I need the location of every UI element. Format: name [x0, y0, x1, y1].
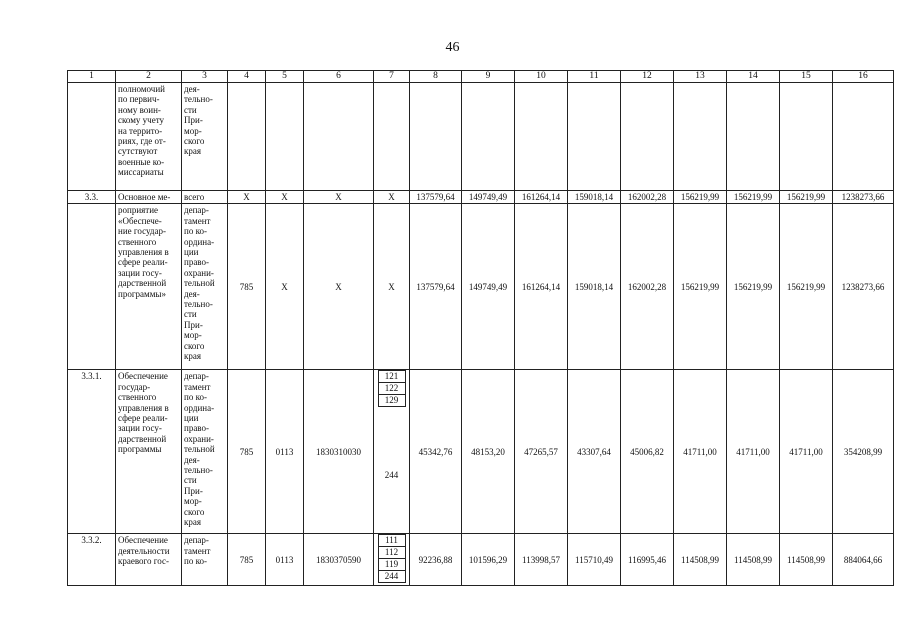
expense-type-code: 111: [378, 534, 406, 547]
text-line: ции: [184, 247, 199, 258]
amount-cell: 884064,66: [833, 534, 894, 586]
column-number: 15: [780, 71, 833, 83]
executor-cell: [182, 534, 228, 586]
amount-cell: 354208,99: [833, 370, 894, 534]
amount-cell: 43307,64: [568, 370, 621, 534]
text-line: При-: [184, 485, 203, 496]
amount-cell: 101596,29: [462, 534, 515, 586]
rzpr-cell: X: [266, 204, 304, 370]
text-line: ордина-: [184, 402, 215, 413]
expense-type-cell: X: [374, 191, 410, 204]
text-line: При-: [184, 319, 203, 330]
amount-cell: 137579,64: [410, 191, 462, 204]
text-line: «Обеспече-: [118, 215, 162, 226]
text-line: тамент: [184, 381, 211, 392]
amount-cell: 113998,57: [515, 534, 568, 586]
text-line: сти: [184, 309, 197, 320]
text-line: скому учету: [118, 115, 165, 126]
text-line: программы»: [118, 288, 166, 299]
text-line: государ-: [118, 381, 151, 392]
amount-cell: [515, 83, 568, 191]
grbs-cell: 785: [228, 204, 266, 370]
amount-cell: 41711,00: [727, 370, 780, 534]
expense-type-code: 244: [378, 571, 406, 583]
row-number-cell: 3.3.2.: [68, 534, 116, 586]
text-line: ского: [184, 506, 205, 517]
text-line: дарственной: [118, 433, 167, 444]
row-number-cell: 3.3.: [68, 191, 116, 204]
text-line: по ко-: [184, 226, 207, 237]
text-line: ского: [184, 340, 205, 351]
text-line: мор-: [184, 496, 202, 507]
column-number: 7: [374, 71, 410, 83]
budget-table: [67, 70, 894, 586]
amount-cell: [727, 83, 780, 191]
table-row: [68, 83, 894, 191]
table-row: [68, 204, 894, 370]
text-line: сутствуют: [118, 146, 158, 157]
activity-name-cell: [116, 370, 182, 534]
amount-cell: 156219,99: [727, 191, 780, 204]
amount-cell: 48153,20: [462, 370, 515, 534]
amount-cell: 47265,57: [515, 370, 568, 534]
executor-cell: [182, 370, 228, 534]
text-line: ции: [184, 413, 199, 424]
column-number: 1: [68, 71, 116, 83]
amount-cell: 114508,99: [674, 534, 727, 586]
amount-cell: [568, 83, 621, 191]
amount-cell: 45342,76: [410, 370, 462, 534]
text-line: по ко-: [184, 392, 207, 403]
activity-name-cell: [116, 191, 182, 204]
expense-type-code: 244: [384, 470, 399, 481]
amount-cell: 1238273,66: [833, 204, 894, 370]
text-line: риях, где от-: [118, 136, 166, 147]
amount-cell: [621, 83, 674, 191]
expense-type-code: 112: [378, 547, 406, 559]
text-line: право-: [184, 257, 209, 268]
text-line: охрани-: [184, 433, 214, 444]
text-line: дарственной: [118, 278, 167, 289]
text-line: тамент: [184, 545, 211, 556]
text-line: тельно-: [184, 299, 213, 310]
text-line: ственного: [118, 392, 157, 403]
amount-cell: 137579,64: [410, 204, 462, 370]
amount-cell: 156219,99: [674, 191, 727, 204]
executor-cell: [182, 191, 228, 204]
text-line: по ко-: [184, 556, 207, 567]
grbs-cell: 785: [228, 534, 266, 586]
text-line: тельно-: [184, 94, 213, 105]
column-number: 3: [182, 71, 228, 83]
expense-type-code: 121: [378, 370, 406, 383]
column-number: 11: [568, 71, 621, 83]
amount-cell: [462, 83, 515, 191]
amount-cell: 161264,14: [515, 191, 568, 204]
text-line: программы: [118, 444, 162, 455]
expense-type-code: 119: [378, 559, 406, 571]
table-row: [68, 191, 894, 204]
rzpr-cell: [266, 83, 304, 191]
csr-cell: 1830310030: [304, 370, 374, 534]
amount-cell: [410, 83, 462, 191]
text-line: депар-: [184, 205, 209, 216]
row-number-cell: [68, 204, 116, 370]
text-line: зации госу-: [118, 423, 162, 434]
text-line: мор-: [184, 125, 202, 136]
text-line: дея-: [184, 288, 200, 299]
text-line: тельно-: [184, 465, 213, 476]
text-line: охрани-: [184, 267, 214, 278]
expense-type-cell: [374, 534, 410, 586]
text-line: депар-: [184, 371, 209, 382]
text-line: края: [184, 351, 202, 362]
text-line: тамент: [184, 215, 211, 226]
amount-cell: 116995,46: [621, 534, 674, 586]
text-line: краевого гос-: [118, 556, 169, 567]
csr-cell: 1830370590: [304, 534, 374, 586]
column-number: 2: [116, 71, 182, 83]
rzpr-cell: 0113: [266, 534, 304, 586]
text-line: полномочий: [118, 84, 165, 94]
text-line: дея-: [184, 84, 200, 94]
text-line: по первич-: [118, 94, 160, 105]
text-line: ному воин-: [118, 104, 161, 115]
table-row: [68, 534, 894, 586]
text-line: депар-: [184, 535, 209, 546]
amount-cell: 156219,99: [780, 191, 833, 204]
amount-cell: 162002,28: [621, 204, 674, 370]
activity-name-cell: [116, 534, 182, 586]
grbs-cell: [228, 83, 266, 191]
amount-cell: 156219,99: [674, 204, 727, 370]
activity-name-cell: [116, 83, 182, 191]
amount-cell: [833, 83, 894, 191]
executor-cell: [182, 204, 228, 370]
table-row: [68, 370, 894, 534]
text-line: миссариаты: [118, 167, 164, 178]
column-number-row: [68, 71, 894, 83]
text-line: дея-: [184, 454, 200, 465]
column-number: 16: [833, 71, 894, 83]
text-line: ордина-: [184, 236, 215, 247]
text-line: ственного: [118, 236, 157, 247]
column-number: 9: [462, 71, 515, 83]
column-number: 5: [266, 71, 304, 83]
text-line: тельной: [184, 444, 215, 455]
rzpr-cell: X: [266, 191, 304, 204]
executor-cell: [182, 83, 228, 191]
amount-cell: 162002,28: [621, 191, 674, 204]
row-number-cell: 3.3.1.: [68, 370, 116, 534]
amount-cell: 115710,49: [568, 534, 621, 586]
csr-cell: [304, 83, 374, 191]
text-line: управления в: [118, 247, 169, 258]
amount-cell: [780, 83, 833, 191]
expense-type-cell: [374, 370, 410, 534]
text-line: сти: [184, 475, 197, 486]
text-line: военные ко-: [118, 156, 165, 167]
amount-cell: 41711,00: [674, 370, 727, 534]
column-number: 13: [674, 71, 727, 83]
text-line: ние государ-: [118, 226, 166, 237]
text-line: тельной: [184, 278, 215, 289]
text-line: сти: [184, 104, 197, 115]
csr-cell: X: [304, 191, 374, 204]
amount-cell: 156219,99: [727, 204, 780, 370]
text-line: Обеспечение: [118, 535, 168, 546]
text-line: управления в: [118, 402, 169, 413]
amount-cell: 114508,99: [780, 534, 833, 586]
column-number: 4: [228, 71, 266, 83]
text-line: роприятие: [118, 205, 159, 216]
text-line: право-: [184, 423, 209, 434]
expense-type-cell: X: [374, 204, 410, 370]
text-line: на террито-: [118, 125, 163, 136]
amount-cell: 149749,49: [462, 204, 515, 370]
column-number: 6: [304, 71, 374, 83]
activity-name-cell: [116, 204, 182, 370]
expense-type-code: 122: [378, 383, 406, 395]
text-line: мор-: [184, 330, 202, 341]
amount-cell: 92236,88: [410, 534, 462, 586]
amount-cell: 41711,00: [780, 370, 833, 534]
column-number: 12: [621, 71, 674, 83]
column-number: 10: [515, 71, 568, 83]
text-line: края: [184, 146, 202, 157]
row-number-cell: [68, 83, 116, 191]
text-line: ского: [184, 136, 205, 147]
amount-cell: 149749,49: [462, 191, 515, 204]
expense-type-cell: [374, 83, 410, 191]
column-number: 14: [727, 71, 780, 83]
column-number: 8: [410, 71, 462, 83]
text-line: Обеспечение: [118, 371, 168, 382]
page-number: 46: [445, 40, 460, 55]
text-line: Основное ме-: [118, 192, 171, 202]
amount-cell: 45006,82: [621, 370, 674, 534]
amount-cell: 156219,99: [780, 204, 833, 370]
expense-type-code: 129: [378, 395, 406, 407]
text-line: При-: [184, 115, 203, 126]
text-line: деятельности: [118, 545, 170, 556]
csr-cell: X: [304, 204, 374, 370]
amount-cell: 159018,14: [568, 191, 621, 204]
amount-cell: 114508,99: [727, 534, 780, 586]
text-line: зации госу-: [118, 267, 162, 278]
rzpr-cell: 0113: [266, 370, 304, 534]
text-line: всего: [184, 192, 205, 202]
text-line: сфере реали-: [118, 257, 168, 268]
amount-cell: 159018,14: [568, 204, 621, 370]
text-line: края: [184, 517, 202, 528]
text-line: сфере реали-: [118, 413, 168, 424]
grbs-cell: X: [228, 191, 266, 204]
amount-cell: 161264,14: [515, 204, 568, 370]
amount-cell: 1238273,66: [833, 191, 894, 204]
grbs-cell: 785: [228, 370, 266, 534]
amount-cell: [674, 83, 727, 191]
